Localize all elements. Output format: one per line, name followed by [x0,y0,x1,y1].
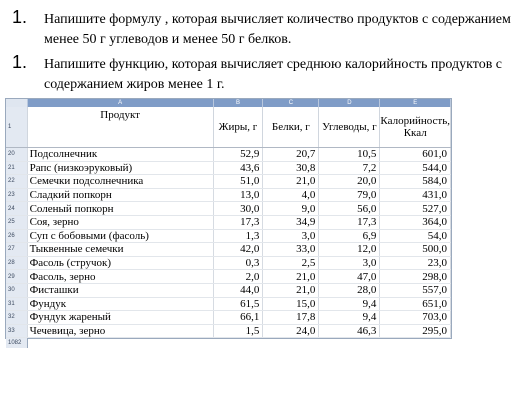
cell-protein[interactable]: 4,0 [263,188,319,202]
row-number[interactable]: 24 [6,202,27,216]
task-2-text: Напишите функцию, которая вычисляет среднюю калорийность продуктов с содержанием жиров менее 1 г. [44,57,503,92]
cell-product[interactable]: Соленый попкорн [27,202,213,216]
cell-calories[interactable]: 544,0 [380,161,451,175]
column-header-c[interactable]: C [263,99,319,107]
cell-protein[interactable]: 2,5 [263,256,319,270]
cell-fat[interactable]: 43,6 [213,161,263,175]
select-all-corner[interactable] [6,99,27,107]
header-cell-protein[interactable]: Белки, г [263,107,319,148]
cell-product[interactable]: Фисташки [27,283,213,297]
cell-protein[interactable]: 9,0 [263,202,319,216]
cell-product[interactable]: Фундук [27,297,213,311]
cell-product[interactable]: Соя, зерно [27,215,213,229]
row-number[interactable]: 33 [6,324,27,338]
column-header-row [6,99,451,107]
table-row [6,256,451,270]
cell-carbs[interactable]: 47,0 [319,270,380,284]
cell-calories[interactable]: 23,0 [380,256,451,270]
cell-calories[interactable]: 298,0 [380,270,451,284]
cell-protein[interactable]: 33,0 [263,243,319,257]
row-number[interactable]: 25 [6,215,27,229]
cell-fat[interactable]: 52,9 [213,148,263,162]
cell-fat[interactable]: 44,0 [213,283,263,297]
task-1-number: 1. [12,7,28,27]
cell-protein[interactable]: 30,8 [263,161,319,175]
cell-product[interactable]: Тыквенные семечки [27,243,213,257]
row-number[interactable]: 28 [6,256,27,270]
column-header-d[interactable]: D [319,99,380,107]
cell-fat[interactable]: 1,3 [213,229,263,243]
cell-carbs[interactable]: 20,0 [319,175,380,189]
row-number[interactable]: 1 [6,107,27,148]
cell-product[interactable]: Подсолнечник [27,148,213,162]
cell-fat[interactable]: 17,3 [213,215,263,229]
table-row [6,161,451,175]
cell-carbs[interactable]: 46,3 [319,324,380,338]
table-row [6,148,451,162]
cell-calories[interactable]: 431,0 [380,188,451,202]
cell-protein[interactable]: 21,0 [263,283,319,297]
cell-product[interactable]: Фасоль (стручок) [27,256,213,270]
table-row [6,270,451,284]
cell-carbs[interactable]: 6,9 [319,229,380,243]
cell-carbs[interactable]: 28,0 [319,283,380,297]
table-header-row [6,107,451,148]
cell-fat[interactable]: 2,0 [213,270,263,284]
row-number[interactable]: 30 [6,283,27,297]
table-row [6,324,451,338]
column-header-b[interactable]: B [213,99,263,107]
cell-fat[interactable]: 66,1 [213,311,263,325]
header-cell-calories[interactable]: Калорийность, Ккал [380,107,451,148]
cell-protein[interactable]: 24,0 [263,324,319,338]
cell-protein[interactable]: 21,0 [263,270,319,284]
cell-fat[interactable]: 30,0 [213,202,263,216]
column-header-e[interactable]: E [380,99,451,107]
cell-calories[interactable]: 584,0 [380,175,451,189]
cell-fat[interactable]: 0,3 [213,256,263,270]
cell-calories[interactable]: 601,0 [380,148,451,162]
empty-cell[interactable] [263,338,319,349]
spreadsheet-grid [6,99,451,348]
cell-protein[interactable]: 21,0 [263,175,319,189]
cell-carbs[interactable]: 12,0 [319,243,380,257]
row-number[interactable]: 22 [6,175,27,189]
row-number[interactable]: 23 [6,188,27,202]
cell-product[interactable]: Рапс (низкоэруковый) [27,161,213,175]
table-row [6,229,451,243]
cell-calories[interactable]: 295,0 [380,324,451,338]
row-number[interactable]: 27 [6,243,27,257]
row-number[interactable]: 1082 [6,338,27,349]
spreadsheet [5,98,452,347]
header-cell-carbs[interactable]: Углеводы, г [319,107,380,148]
cell-product[interactable]: Чечевица, зерно [27,324,213,338]
cell-calories[interactable]: 54,0 [380,229,451,243]
cell-calories[interactable]: 364,0 [380,215,451,229]
cell-calories[interactable]: 527,0 [380,202,451,216]
row-number[interactable]: 26 [6,229,27,243]
cell-fat[interactable]: 42,0 [213,243,263,257]
table-row [6,311,451,325]
row-number[interactable]: 21 [6,161,27,175]
cell-fat[interactable]: 51,0 [213,175,263,189]
cell-fat[interactable]: 61,5 [213,297,263,311]
trailing-row [6,338,451,349]
cell-calories[interactable]: 500,0 [380,243,451,257]
cell-carbs[interactable]: 56,0 [319,202,380,216]
cell-calories[interactable]: 557,0 [380,283,451,297]
empty-cell[interactable] [27,338,213,349]
cell-carbs[interactable]: 7,2 [319,161,380,175]
cell-carbs[interactable]: 79,0 [319,188,380,202]
cell-carbs[interactable]: 9,4 [319,297,380,311]
row-number[interactable]: 32 [6,311,27,325]
cell-carbs[interactable]: 3,0 [319,256,380,270]
cell-carbs[interactable]: 10,5 [319,148,380,162]
cell-product[interactable]: Семечки подсолнечника [27,175,213,189]
cell-calories[interactable]: 651,0 [380,297,451,311]
cell-calories[interactable]: 703,0 [380,311,451,325]
table-body [6,148,451,338]
cell-fat[interactable]: 1,5 [213,324,263,338]
empty-cell[interactable] [213,338,263,349]
cell-fat[interactable]: 13,0 [213,188,263,202]
cell-protein[interactable]: 3,0 [263,229,319,243]
cell-product[interactable]: Суп с бобовыми (фасоль) [27,229,213,243]
table-row [6,283,451,297]
table-row [6,202,451,216]
column-header-a[interactable]: A [27,99,213,107]
task-2-number: 1. [12,52,28,72]
table-row [6,175,451,189]
cell-protein[interactable]: 20,7 [263,148,319,162]
cell-carbs[interactable]: 17,3 [319,215,380,229]
empty-cell[interactable] [319,338,380,349]
header-cell-product[interactable]: Продукт [27,107,213,148]
row-number[interactable]: 29 [6,270,27,284]
row-number[interactable]: 31 [6,297,27,311]
table-row [6,188,451,202]
cell-carbs[interactable]: 9,4 [319,311,380,325]
header-cell-fat[interactable]: Жиры, г [213,107,263,148]
cell-product[interactable]: Сладкий попкорн [27,188,213,202]
table-row [6,297,451,311]
cell-protein[interactable]: 17,8 [263,311,319,325]
row-number[interactable]: 20 [6,148,27,162]
cell-product[interactable]: Фасоль, зерно [27,270,213,284]
table-row [6,215,451,229]
empty-cell[interactable] [380,338,451,349]
task-1-text: Напишите формулу , которая вычисляет количество продуктов с содержанием менее 50 г углеводов и менее 50 г белков. [44,12,511,47]
cell-product[interactable]: Фундук жареный [27,311,213,325]
cell-protein[interactable]: 34,9 [263,215,319,229]
table-row [6,243,451,257]
cell-protein[interactable]: 15,0 [263,297,319,311]
